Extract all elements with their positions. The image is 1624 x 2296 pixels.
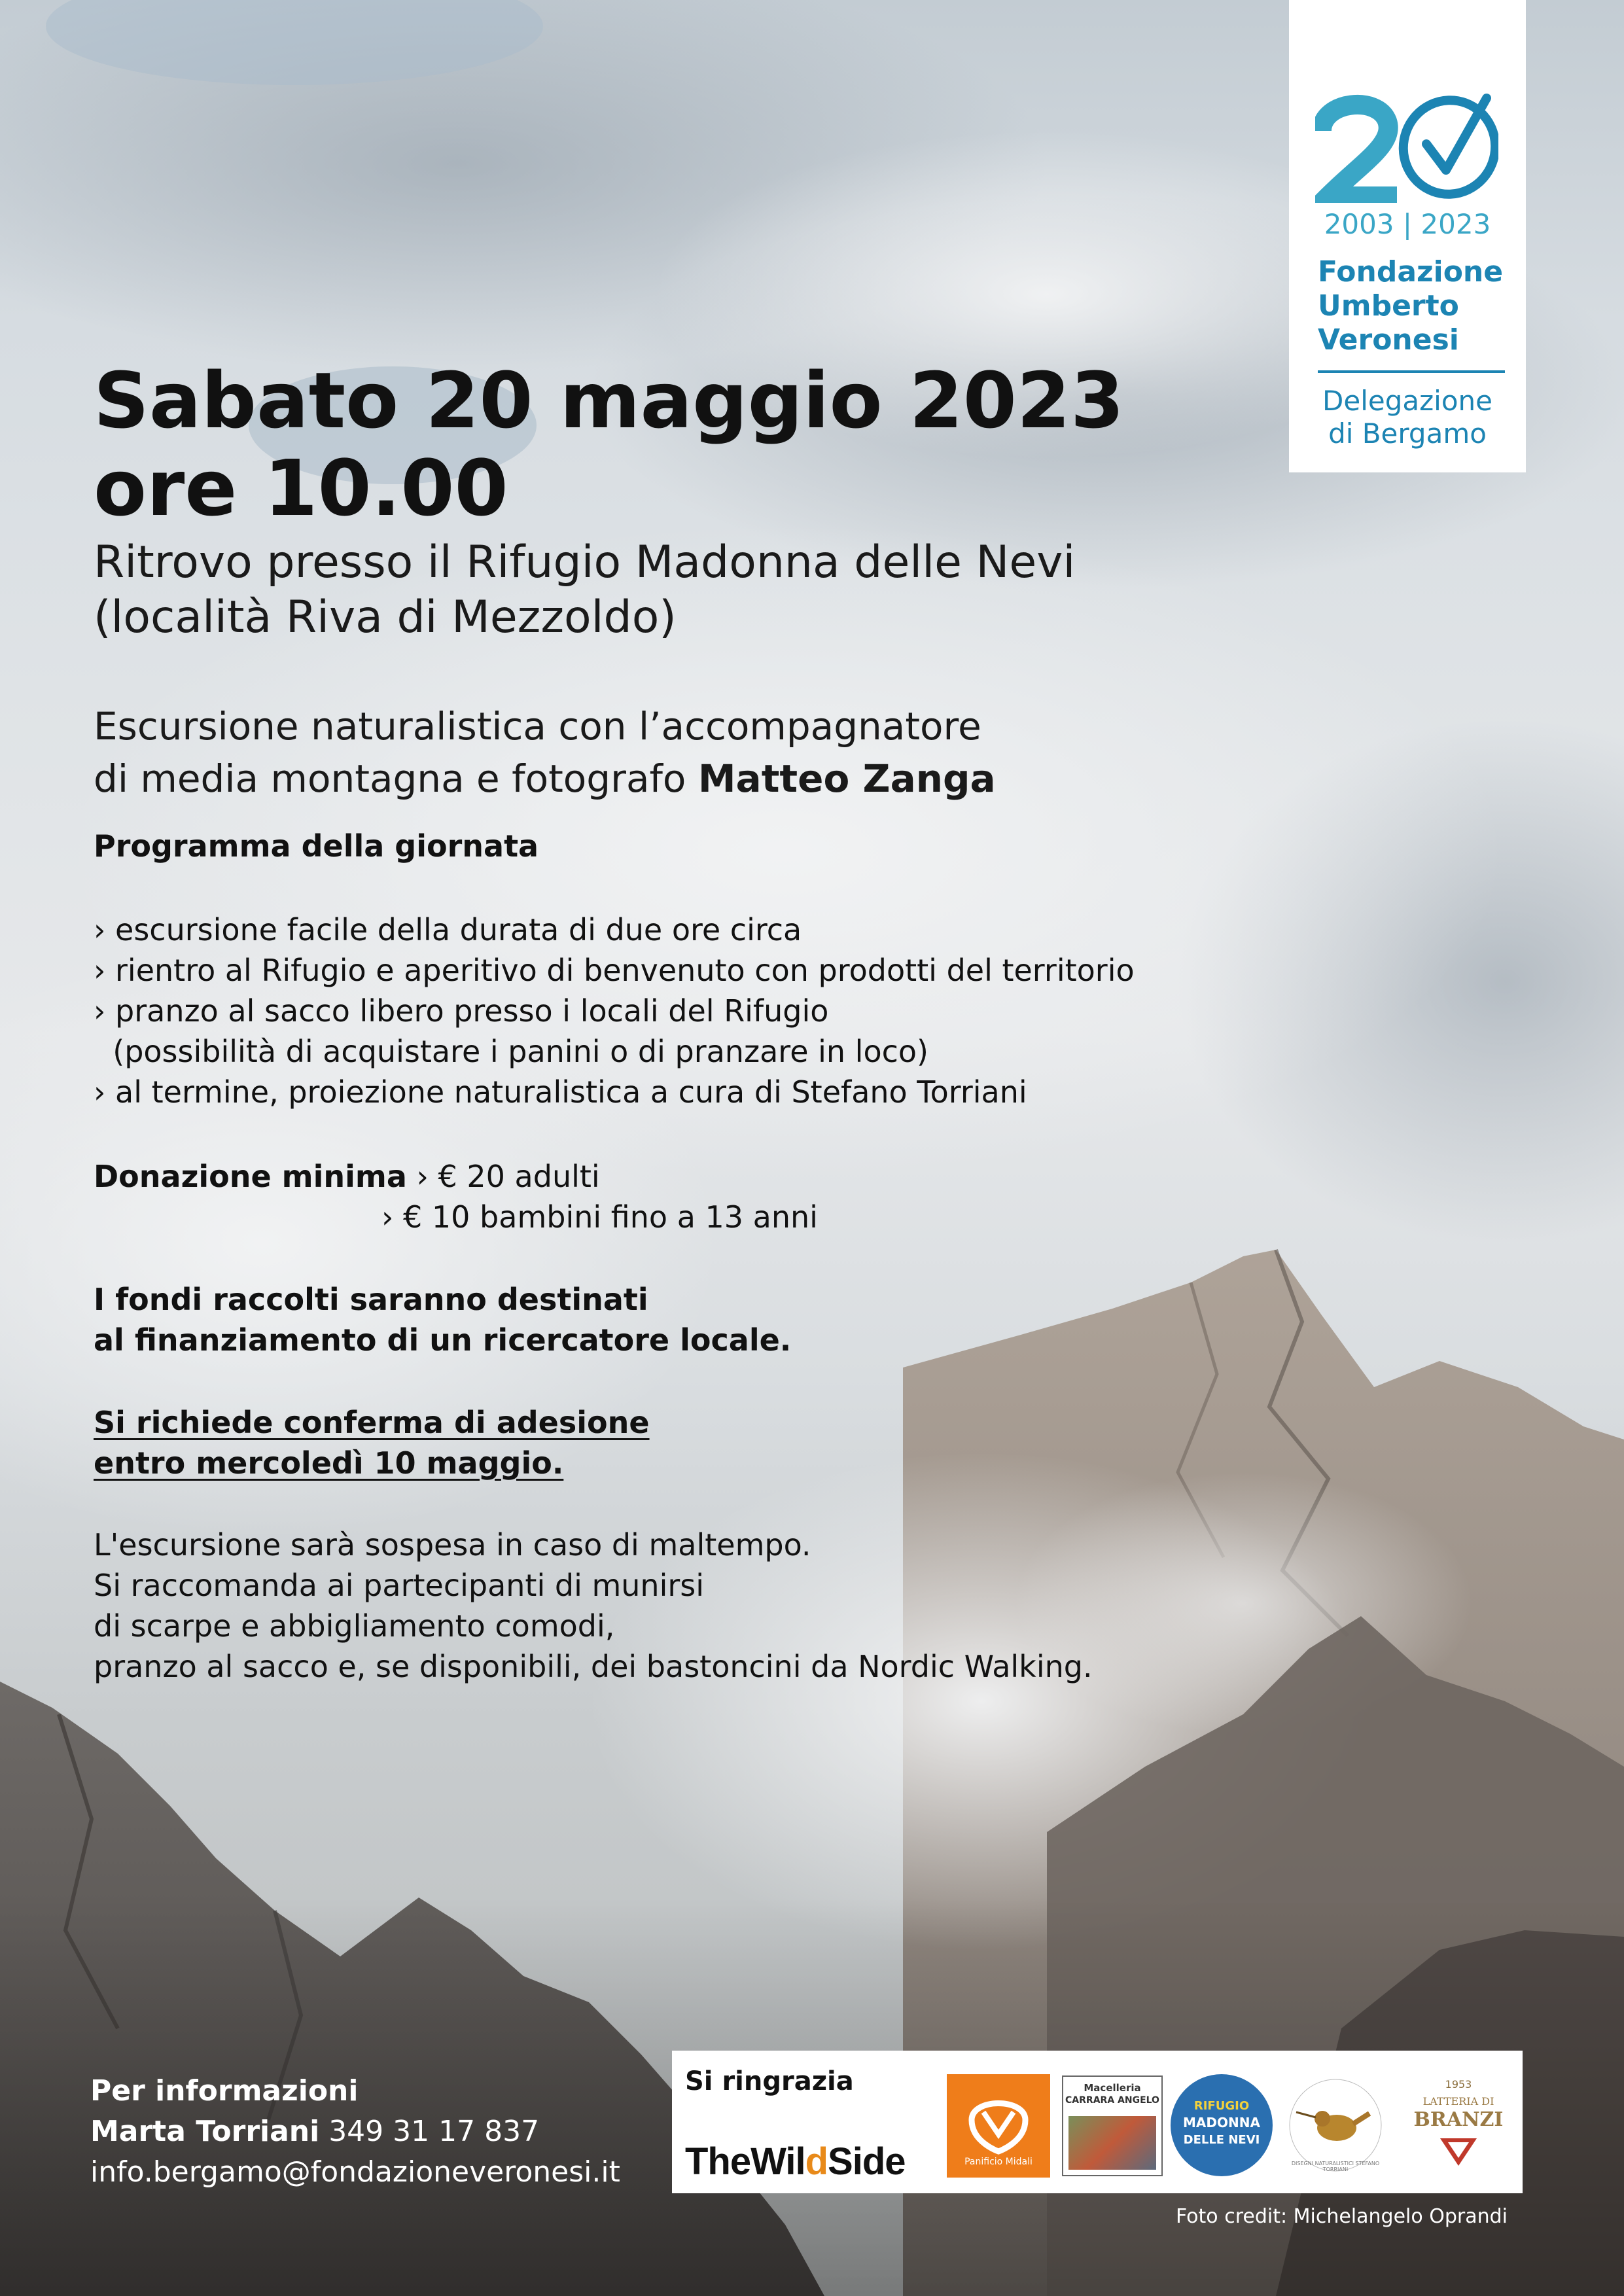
stefano-torriani-logo: DISEGNI NATURALISTICI STEFANO TORRIANI: [1284, 2074, 1386, 2176]
thewildside-logo: TheWildSide: [685, 2140, 906, 2183]
donation-adult: › € 20 adulti: [406, 1159, 600, 1194]
confirmation-notice: Si richiede conferma di adesione entro mercoledì 10 maggio.: [94, 1405, 650, 1481]
guide-name: Matteo Zanga: [697, 756, 996, 801]
excursion-intro: Escursione naturalistica con l’accompagnatore di media montagna e fotografo Matteo Zanga: [94, 704, 996, 801]
program-heading: Programma della giornata: [94, 828, 539, 864]
logo-divider: [1318, 370, 1505, 373]
note-line: L'escursione sarà sospesa in caso di maltempo.: [94, 1527, 811, 1563]
program-item: (possibilità di acquistare i panini o di pranzare in loco): [94, 1034, 928, 1069]
program-item: › al termine, proiezione naturalistica a cura di Stefano Torriani: [94, 1074, 1027, 1110]
contact-phone: 349 31 17 837: [319, 2115, 540, 2148]
meeting-point: Ritrovo presso il Rifugio Madonna delle Nevi (località Riva di Mezzoldo): [94, 537, 1076, 643]
sponsors-panel: [672, 2051, 1523, 2193]
photo-credit: Foto credit: Michelangelo Oprandi: [1176, 2205, 1508, 2228]
program-item: › pranzo al sacco libero presso i locali del Rifugio: [94, 993, 829, 1029]
rifugio-madonna-nevi-logo: RIFUGIO MADONNA DELLE NEVI: [1171, 2074, 1273, 2176]
sponsors-heading: Si ringrazia: [685, 2066, 854, 2096]
notes: [94, 1525, 1093, 1687]
contact-info: [90, 2071, 620, 2193]
event-time: ore 10.00: [94, 443, 508, 533]
note-line: pranzo al sacco e, se disponibili, dei bastoncini da Nordic Walking.: [94, 1649, 1093, 1684]
macelleria-carrara-logo: Macelleria CARRARA ANGELO: [1062, 2075, 1163, 2176]
event-title: [94, 357, 1124, 532]
latteria-branzi-logo: 1953 LATTERIA DI BRANZI: [1407, 2074, 1509, 2176]
program-list: [94, 910, 1135, 1112]
program-item: › rientro al Rifugio e aperitivo di benvenuto con prodotti del territorio: [94, 953, 1135, 988]
logo-delegation: Delegazione di Bergamo: [1322, 385, 1492, 450]
funds-statement: I fondi raccolti saranno destinati al finanziamento di un ricercatore locale.: [94, 1282, 792, 1358]
event-date: Sabato 20 maggio 2023: [94, 355, 1125, 446]
fondazione-veronesi-logo: [1289, 0, 1526, 472]
twenty-years-logo-mark: [1315, 92, 1498, 203]
panificio-midali-logo: Panificio Midali: [947, 2074, 1050, 2178]
macelleria-photo: [1068, 2116, 1156, 2170]
note-line: di scarpe e abbigliamento comodi,: [94, 1608, 615, 1644]
program-item: › escursione facile della durata di due ore circa: [94, 912, 802, 947]
note-line: Si raccomanda ai partecipanti di munirsi: [94, 1568, 705, 1603]
contact-email: info.bergamo@fondazioneveronesi.it: [90, 2155, 620, 2189]
logo-years: 2003 | 2023: [1324, 208, 1491, 240]
contact-heading: Per informazioni: [90, 2074, 359, 2108]
latteria-triangle-icon: [1407, 2074, 1509, 2176]
contact-name: Marta Torriani: [90, 2115, 320, 2148]
donation-label: Donazione minima: [94, 1159, 407, 1194]
donation-info: [94, 1156, 818, 1237]
donation-child: › € 10 bambini fino a 13 anni: [381, 1199, 818, 1235]
logo-organization-name: Fondazione Umberto Veronesi: [1318, 255, 1504, 357]
